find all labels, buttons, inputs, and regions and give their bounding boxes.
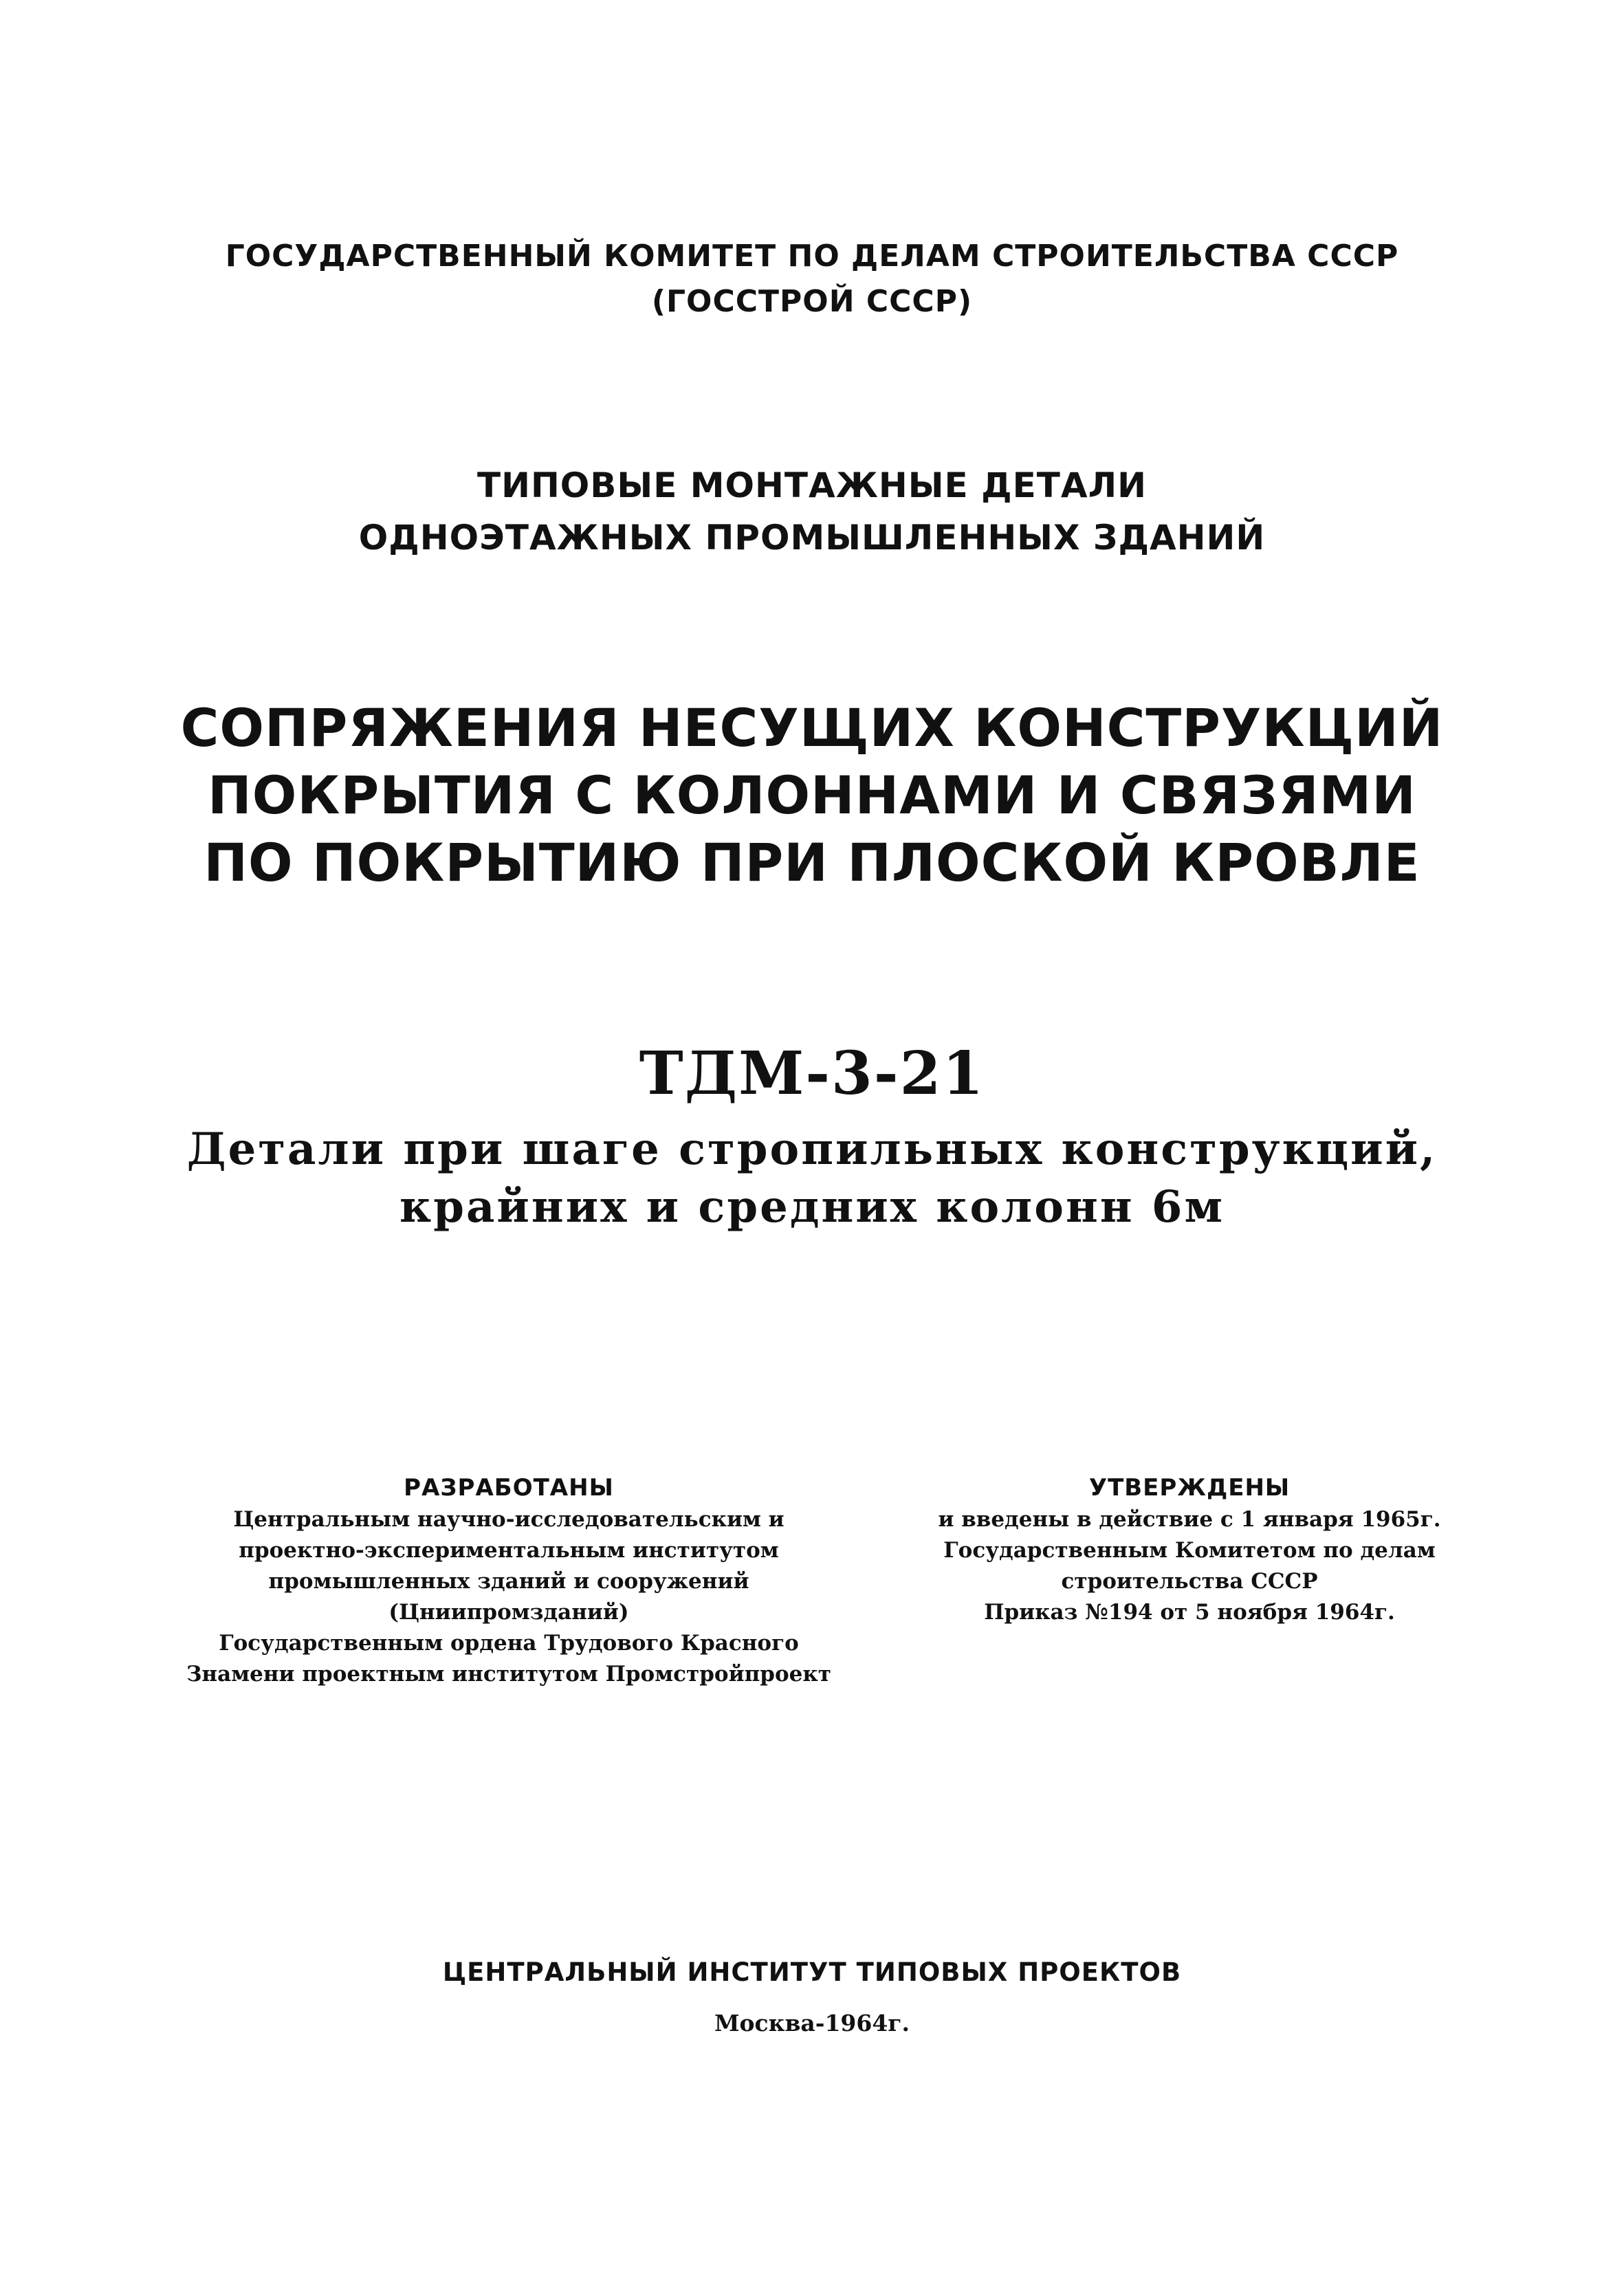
series-title	[0, 459, 1624, 564]
approved-line: Приказ №194 от 5 ноября 1964г.	[984, 1600, 1395, 1625]
developed-by-block	[165, 1471, 853, 1690]
document-subtitle-line-2: крайних и средних колонн 6м	[399, 1181, 1225, 1233]
developed-by-line: (Цниипромзданий)	[388, 1600, 629, 1625]
publisher-name: ЦЕНТРАЛЬНЫЙ ИНСТИТУТ ТИПОВЫХ ПРОЕКТОВ	[442, 1957, 1182, 1987]
developed-by-line: проектно-экспериментальным институтом	[239, 1538, 779, 1563]
approved-block	[859, 1471, 1519, 1628]
document-code: ТДМ-3-21	[639, 1039, 985, 1108]
developed-by-line: Государственным ордена Трудового Красного	[219, 1631, 799, 1656]
document-subtitle-line-1: Детали при шаге стропильных конструкций,	[186, 1123, 1438, 1175]
developed-by-line: промышленных зданий и сооружений	[268, 1569, 749, 1594]
approved-line: строительства СССР	[1061, 1569, 1318, 1594]
committee-header	[0, 234, 1624, 325]
document-subtitle	[0, 1121, 1624, 1236]
document-title-line-1: СОПРЯЖЕНИЯ НЕСУЩИХ КОНСТРУКЦИЙ	[180, 697, 1444, 758]
committee-abbreviation: (ГОССТРОЙ СССР)	[651, 284, 973, 319]
approved-line: Государственным Комитетом по делам	[943, 1538, 1436, 1563]
document-title	[0, 694, 1624, 897]
document-title-line-3: ПО ПОКРЫТИЮ ПРИ ПЛОСКОЙ КРОВЛЕ	[204, 832, 1420, 893]
series-title-line-2: ОДНОЭТАЖНЫХ ПРОМЫШЛЕННЫХ ЗДАНИЙ	[358, 518, 1266, 558]
approved-heading: УТВЕРЖДЕНЫ	[1088, 1474, 1291, 1502]
publication-place-year: Москва-1964г.	[714, 2010, 910, 2036]
developed-by-line: Знамени проектным институтом Промстройпроект	[186, 1662, 831, 1687]
committee-name: ГОСУДАРСТВЕННЫЙ КОМИТЕТ ПО ДЕЛАМ СТРОИТЕЛЬСТВА СССР	[225, 239, 1399, 274]
developed-by-heading: РАЗРАБОТАНЫ	[404, 1474, 614, 1502]
series-title-line-1: ТИПОВЫЕ МОНТАЖНЫЕ ДЕТАЛИ	[477, 465, 1147, 505]
document-title-line-2: ПОКРЫТИЯ С КОЛОННАМИ И СВЯЗЯМИ	[208, 765, 1416, 826]
developed-by-line: Центральным научно-исследовательским и	[233, 1507, 784, 1532]
approved-line: и введены в действие с 1 января 1965г.	[938, 1507, 1441, 1532]
